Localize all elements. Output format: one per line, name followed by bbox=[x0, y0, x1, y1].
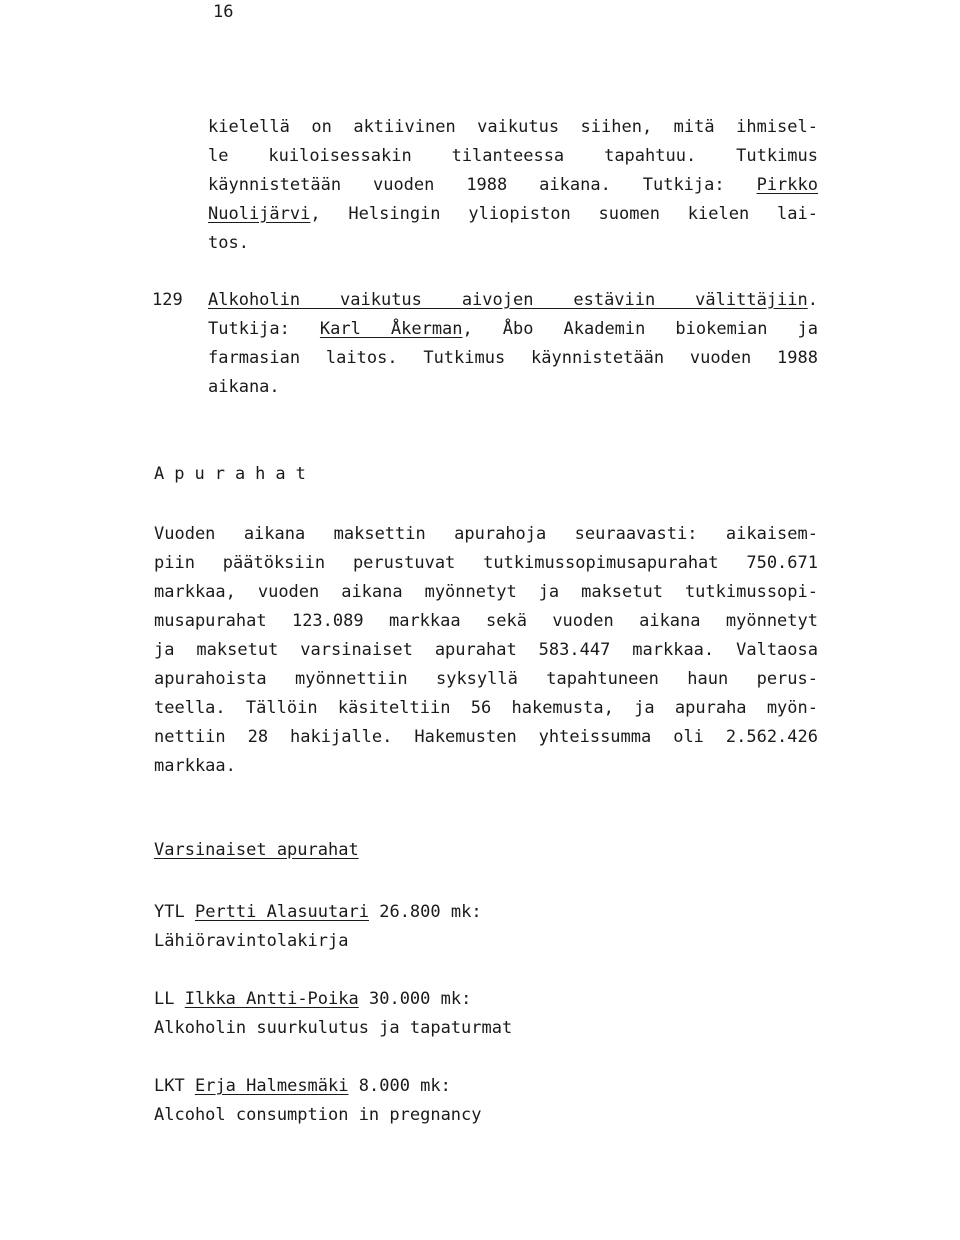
text-line-part: , Åbo Akademin biokemian ja bbox=[462, 319, 818, 339]
grant-entry bbox=[154, 1072, 482, 1130]
grant-header bbox=[154, 985, 512, 1014]
grant-amount: 26.800 mk: bbox=[379, 902, 482, 922]
grant-header bbox=[154, 1072, 482, 1101]
text-line: kielellä on aktiivinen vaikutus siihen, mitä ihmisel- bbox=[208, 117, 818, 137]
text-line: nettiin 28 hakijalle. Hakemusten yhteissumma oli 2.562.426 bbox=[154, 727, 818, 747]
text-line bbox=[208, 200, 818, 229]
text-line-part: käynnistetään vuoden 1988 aikana. Tutkija: bbox=[208, 175, 725, 195]
apurahat-paragraph bbox=[154, 520, 818, 781]
item-number: 129 bbox=[152, 290, 183, 310]
text-line: farmasian laitos. Tutkimus käynnistetään vuoden 1988 bbox=[208, 348, 818, 368]
text-line: tos. bbox=[208, 233, 249, 253]
item-title-line bbox=[208, 286, 818, 315]
item-title: Alkoholin vaikutus aivojen estäviin välittäjiin bbox=[208, 290, 808, 310]
text-line: aikana. bbox=[208, 377, 280, 397]
apurahat-heading: Apurahat bbox=[154, 464, 316, 484]
text-line: markkaa. bbox=[154, 756, 236, 776]
text-line: markkaa, vuoden aikana myönnetyt ja maksetut tutkimussopi- bbox=[154, 582, 818, 602]
text-line: piin päätöksiin perustuvat tutkimussopimusapurahat 750.671 bbox=[154, 553, 818, 573]
varsinaiset-apurahat-title: Varsinaiset apurahat bbox=[154, 840, 359, 860]
text-line: le kuiloisessakin tilanteessa tapahtuu. Tutkimus bbox=[208, 146, 818, 166]
text-line-part: , Helsingin yliopiston suomen kielen lai- bbox=[310, 204, 818, 224]
text-line bbox=[208, 171, 818, 200]
researcher-label: Tutkija: bbox=[208, 319, 290, 339]
grant-topic: Lähiöravintolakirja bbox=[154, 931, 349, 951]
researcher-name-first: Pirkko bbox=[756, 175, 818, 195]
grant-entry bbox=[154, 898, 482, 956]
researcher-name-last: Nuolijärvi bbox=[208, 204, 311, 224]
grant-entry bbox=[154, 985, 512, 1043]
researcher-name: Karl Åkerman bbox=[319, 319, 463, 339]
text-line: apurahoista myönnettiin syksyllä tapahtuneen haun perus- bbox=[154, 669, 818, 689]
text-line: Vuoden aikana maksettin apurahoja seuraavasti: aikaisem- bbox=[154, 524, 818, 544]
text-line: musapurahat 123.089 markkaa sekä vuoden aikana myönnetyt bbox=[154, 611, 818, 631]
intro-paragraph bbox=[208, 113, 818, 258]
grant-topic: Alcohol consumption in pregnancy bbox=[154, 1105, 482, 1125]
grant-recipient: Ilkka Antti-Poika bbox=[184, 989, 359, 1009]
item-title-end: . bbox=[807, 290, 818, 310]
page-number: 16 bbox=[213, 2, 234, 22]
item-129 bbox=[152, 286, 818, 402]
grant-recipient: Erja Halmesmäki bbox=[194, 1076, 349, 1096]
grant-header bbox=[154, 898, 482, 927]
text-line: teella. Tällöin käsiteltiin 56 hakemusta, ja apuraha myön- bbox=[154, 698, 818, 718]
grant-amount: 8.000 mk: bbox=[358, 1076, 451, 1096]
text-line: ja maksetut varsinaiset apurahat 583.447 markkaa. Valtaosa bbox=[154, 640, 818, 660]
text-line bbox=[208, 315, 818, 344]
grant-recipient: Pertti Alasuutari bbox=[194, 902, 369, 922]
grant-degree: YTL bbox=[154, 902, 185, 922]
grant-topic: Alkoholin suurkulutus ja tapaturmat bbox=[154, 1018, 513, 1038]
grant-amount: 30.000 mk: bbox=[368, 989, 472, 1009]
grant-degree: LL bbox=[154, 989, 175, 1009]
grant-degree: LKT bbox=[154, 1076, 185, 1096]
